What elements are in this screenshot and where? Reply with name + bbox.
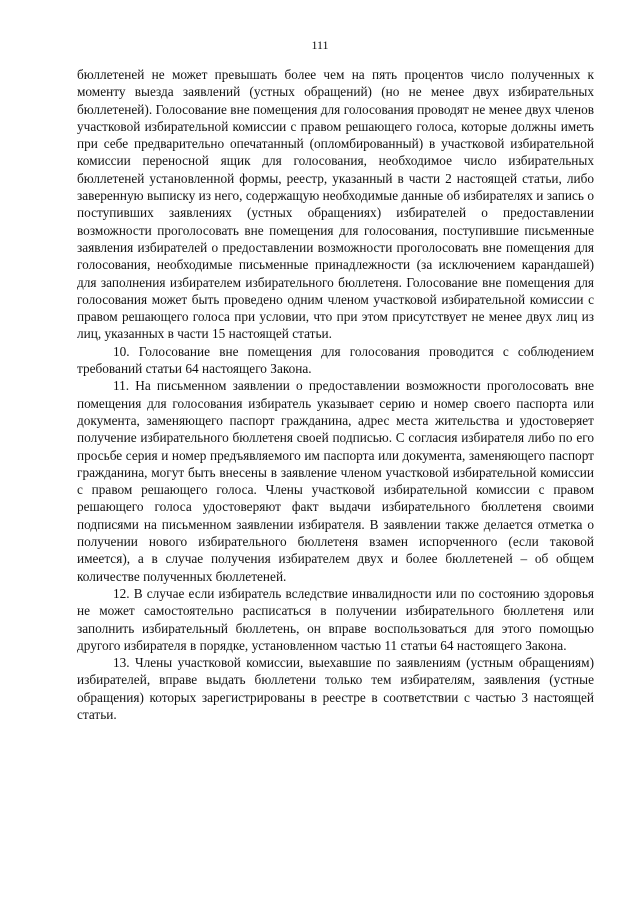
paragraph-continuation: бюллетеней не может превышать более чем на пять процентов число полученных к моменту выезда заявлений (устных обращений) (но не менее двух избирательных бюллетеней). Голосование вне помещения для голосования проводят не менее двух членов участковой избирательной комиссии с правом решающего голоса, которые должны иметь при себе предварительно опечатанный (опломбированный) в участковой избирательной комиссии переносной ящик для голосования, необходимое число избирательных бюллетеней установленной формы, реестр, указанный в части 2 настоящей статьи, либо заверенную выписку из него, содержащую необходимые данные об избирателях и запись о поступивших заявлениях (устных обращениях) избирателей о предоставлении возможности проголосовать вне помещения для голосования, поступившие письменные заявления избирателей о предоставлении возможности проголосовать вне помещения для голосования, необходимые письменные принадлежности (за исключением карандашей) для заполнения избирателем избирательного бюллетеня. Голосование вне помещения для голосования может быть проведено одним членом участковой избирательной комиссии с правом решающего голоса при условии, что при этом присутствует не менее двух лиц из лиц, указанных в части 15 настоящей статьи. bbox=[77, 67, 594, 342]
paragraph-12: 12. В случае если избиратель вследствие инвалидности или по состоянию здоровья не может самостоятельно расписаться в получении избирательного бюллетеня или заполнить избирательный бюллетень, он вправе воспользоваться для этого помощью другого избирателя в порядке, установленном частью 11 статьи 64 настоящего Закона. bbox=[77, 585, 594, 653]
paragraph-13: 13. Члены участковой комиссии, выехавшие по заявлениям (устным обращениям) избирателей, вправе выдать бюллетени только тем избирателям, заявления (устные обращения) которых зарегистрированы в реестре в соответствии с частью 3 настоящей статьи. bbox=[77, 655, 594, 722]
document-body bbox=[77, 66, 594, 723]
paragraph-10: 10. Голосование вне помещения для голосования проводится с соблюдением требований статьи 64 настоящего Закона. bbox=[77, 343, 594, 377]
page-number: 111 bbox=[311, 38, 329, 52]
paragraph-11: 11. На письменном заявлении о предоставлении возможности проголосовать вне помещения для голосования избиратель указывает серию и номер своего паспорта или документа, заменяющего паспорт гражданина, адрес места жительства и удостоверяет получение избирательного бюллетеня своей подписью. С согласия избирателя либо по его просьбе серия и номер предъявляемого им паспорта или документа, заменяющего паспорт гражданина, могут быть внесены в заявление членом участковой избирательной комиссии с правом решающего голоса. Члены участковой избирательной комиссии с правом решающего голоса удостоверяют факт выдачи избирательного бюллетеня своими подписями на письменном заявлении избирателя. В заявлении также делается отметка о получении нового избирательного бюллетеня взамен испорченного (если таковой имеется), а в случае получения избирателем двух и более бюллетеней – об общем количестве полученных бюллетеней. bbox=[77, 378, 594, 584]
